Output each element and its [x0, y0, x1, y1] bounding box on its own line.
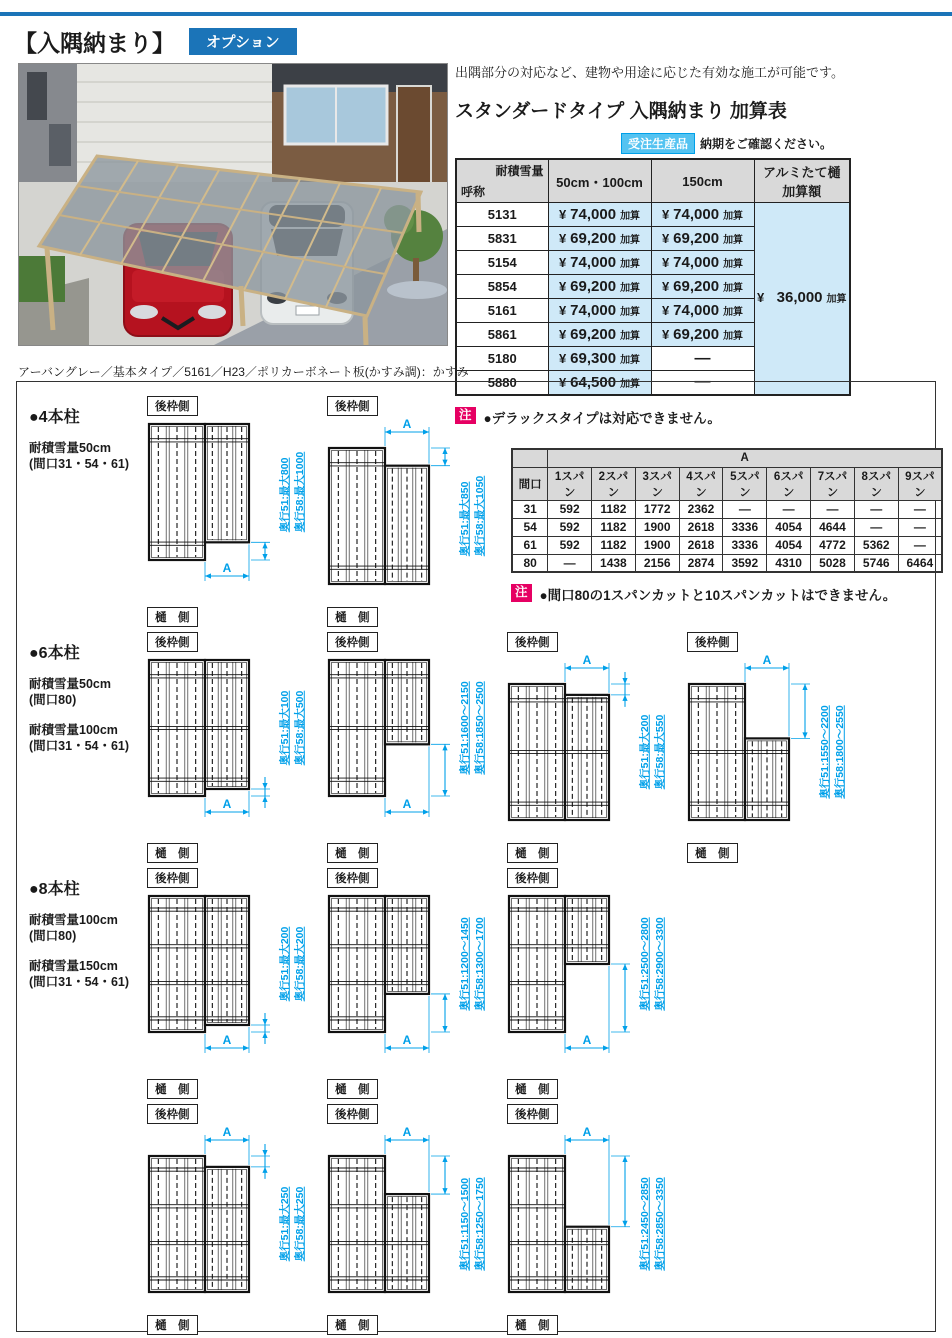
gutter-side-label: 樋 側 — [147, 1079, 198, 1099]
span-value: 1182 — [591, 500, 635, 518]
made-to-order-badge: 受注生産品 — [621, 133, 695, 154]
delivery-note: 納期をご確認ください。 — [699, 137, 832, 151]
span-value: 4310 — [767, 554, 811, 572]
svg-text:A: A — [402, 1033, 412, 1047]
span-col-header: 7スパン — [811, 467, 855, 500]
span-value: — — [898, 500, 942, 518]
span-value: 4772 — [811, 536, 855, 554]
gutter-side-label: 樋 側 — [147, 607, 198, 627]
order-info-row — [455, 133, 832, 154]
price-cell: ¥ 69,300 加算 — [548, 347, 651, 371]
svg-text:A: A — [402, 1125, 412, 1139]
price-cell: ¥ 69,200 加算 — [548, 227, 651, 251]
section-6-posts — [29, 632, 935, 865]
span-value: 2156 — [635, 554, 679, 572]
price-cell: ¥ 69,200 加算 — [548, 323, 651, 347]
gutter-side-label: 樋 側 — [507, 1315, 558, 1335]
gutter-side-label: 樋 側 — [147, 1315, 198, 1335]
back-frame-side-label: 後枠側 — [327, 868, 378, 888]
option-badge: オプション — [189, 28, 297, 55]
depth-dimension-text: 奥行51:最大200 奥行58:最大550 — [638, 714, 666, 790]
span-col-header: 8スパン — [854, 467, 898, 500]
span-value: — — [854, 500, 898, 518]
dash-cell: — — [651, 347, 754, 371]
roof-diagram — [325, 396, 505, 629]
section-condition: 耐積雪量50cm (間口31・54・61) — [29, 441, 130, 472]
section-title: ●8本柱 — [29, 881, 80, 898]
svg-text:A: A — [222, 797, 232, 811]
price-table — [455, 158, 851, 396]
price-cell: ¥ 69,200 加算 — [548, 275, 651, 299]
dash-cell: — — [651, 371, 754, 395]
span-row — [512, 518, 942, 536]
price-panel — [455, 62, 940, 427]
span-value: 1182 — [591, 536, 635, 554]
col-150cm: 150cm — [651, 159, 754, 203]
price-cell: ¥ 69,200 加算 — [651, 227, 754, 251]
span-col-header: 9スパン — [898, 467, 942, 500]
maguchi-value: 61 — [512, 536, 548, 554]
col-gutter: アルミたて樋 加算額 — [754, 159, 850, 203]
span-value: — — [854, 518, 898, 536]
maguchi-header: 間口 — [512, 467, 548, 500]
top-divider-rule — [0, 12, 952, 16]
roof-diagram — [325, 1104, 505, 1337]
section-condition: 耐積雪量100cm (間口31・54・61) — [29, 722, 130, 753]
back-frame-side-label: 後枠側 — [507, 868, 558, 888]
diagram-panel — [16, 381, 936, 1332]
roof-diagram — [325, 632, 505, 865]
carport-photo — [18, 63, 448, 346]
gutter-side-label: 樋 側 — [327, 843, 378, 863]
price-cell: ¥ 69,200 加算 — [651, 323, 754, 347]
depth-dimension-text: 奥行51:1550〜2200 奥行58:1800〜2550 — [818, 705, 846, 799]
note-badge: 注 — [511, 584, 532, 602]
maguchi-value: 80 — [512, 554, 548, 572]
model-number: 5161 — [456, 299, 548, 323]
price-table-body — [456, 203, 850, 395]
model-number: 5131 — [456, 203, 548, 227]
price-cell: ¥ 74,000 加算 — [548, 251, 651, 275]
gutter-side-label: 樋 側 — [147, 843, 198, 863]
depth-dimension-text: 奥行51:最大100 奥行58:最大500 — [278, 690, 306, 766]
span-col-header: 5スパン — [723, 467, 767, 500]
price-cell: ¥ 74,000 加算 — [548, 203, 651, 227]
section-8-posts-row2 — [29, 1104, 935, 1337]
svg-text:A: A — [222, 1033, 232, 1047]
span-value: 2618 — [679, 518, 723, 536]
back-frame-side-label: 後枠側 — [327, 632, 378, 652]
section-8-posts — [29, 868, 935, 1101]
span-value: 6464 — [898, 554, 942, 572]
span-col-header: 4スパン — [679, 467, 723, 500]
section-condition: 耐積雪量50cm (間口80) — [29, 677, 111, 708]
span-value: 1900 — [635, 518, 679, 536]
gutter-side-label: 樋 側 — [327, 1315, 378, 1335]
depth-dimension-text: 奥行51:2450〜2850 奥行58:2850〜3350 — [638, 1177, 666, 1271]
a-header: A — [548, 449, 942, 467]
back-frame-side-label: 後枠側 — [507, 1104, 558, 1124]
span-table-head — [512, 449, 942, 500]
photo-caption: アーバングレー／基本タイプ／5161／H23／ポリカーボネート板(かすみ調)：かすみ — [18, 365, 469, 379]
depth-dimension-text: 奥行51:1600〜2150 奥行58:1850〜2500 — [458, 681, 486, 775]
span-value: 1900 — [635, 536, 679, 554]
price-cell: ¥ 69,200 加算 — [651, 275, 754, 299]
span-value: — — [767, 500, 811, 518]
svg-text:A: A — [582, 653, 592, 667]
section-condition: 耐積雪量100cm (間口80) — [29, 913, 118, 944]
span-table-block — [511, 448, 943, 629]
price-table-title: スタンダードタイプ 入隅納まり 加算表 — [455, 101, 787, 122]
back-frame-side-label: 後枠側 — [147, 1104, 198, 1124]
span-value: 5362 — [854, 536, 898, 554]
roof-diagram — [145, 1104, 325, 1337]
snow-load-header: 耐積雪量 — [495, 164, 544, 178]
gutter-side-label: 樋 側 — [507, 843, 558, 863]
model-number: 5154 — [456, 251, 548, 275]
section-title: ●4本柱 — [29, 409, 80, 426]
model-number: 5861 — [456, 323, 548, 347]
span-col-header: 2スパン — [591, 467, 635, 500]
svg-text:A: A — [222, 561, 232, 575]
span-value: 4054 — [767, 536, 811, 554]
roof-diagram — [505, 868, 685, 1101]
page-header — [14, 25, 297, 58]
span-value: 1772 — [635, 500, 679, 518]
roof-diagram — [505, 632, 685, 865]
model-header: 呼称 — [461, 185, 486, 199]
price-cell: ¥ 74,000 加算 — [651, 299, 754, 323]
back-frame-side-label: 後枠側 — [687, 632, 738, 652]
svg-text:A: A — [582, 1033, 592, 1047]
span-row — [512, 536, 942, 554]
note-badge: 注 — [455, 407, 476, 425]
span-value: — — [898, 536, 942, 554]
carport-photo-art — [19, 64, 447, 345]
roof-diagram — [145, 868, 325, 1101]
roof-diagram — [505, 1104, 685, 1337]
span-value: 592 — [548, 536, 592, 554]
span-value: 5028 — [811, 554, 855, 572]
description-text: 出隅部分の対応など、建物や用途に応じた有効な施工が可能です。 — [455, 65, 844, 80]
col-50-100cm: 50cm・100cm — [548, 159, 651, 203]
section-condition: 耐積雪量150cm (間口31・54・61) — [29, 958, 130, 989]
depth-dimension-text: 奥行51:最大800 奥行58:最大1000 — [278, 451, 306, 533]
span-value: — — [723, 500, 767, 518]
section-title: ●6本柱 — [29, 645, 80, 662]
back-frame-side-label: 後枠側 — [507, 632, 558, 652]
depth-dimension-text: 奥行51:2500〜2800 奥行58:2900〜3300 — [638, 917, 666, 1011]
span-value: 2874 — [679, 554, 723, 572]
span-col-header: 6スパン — [767, 467, 811, 500]
depth-dimension-text: 奥行51:1150〜1500 奥行58:1250〜1750 — [458, 1177, 486, 1271]
model-number: 5854 — [456, 275, 548, 299]
span-value: 2618 — [679, 536, 723, 554]
span-table — [511, 448, 943, 573]
svg-text:A: A — [402, 417, 412, 431]
span-value: 3592 — [723, 554, 767, 572]
span-value: 4054 — [767, 518, 811, 536]
back-frame-side-label: 後枠側 — [327, 1104, 378, 1124]
roof-diagram — [145, 396, 325, 629]
maguchi-value: 54 — [512, 518, 548, 536]
svg-text:A: A — [222, 1125, 232, 1139]
span-note-row — [511, 584, 943, 604]
price-note-text: ●デラックスタイプは対応できません。 — [483, 410, 721, 426]
price-cell: ¥ 74,000 加算 — [651, 203, 754, 227]
depth-dimension-text: 奥行51:最大250 奥行58:最大250 — [278, 1186, 306, 1262]
svg-text:A: A — [582, 1125, 592, 1139]
gutter-price-cell: ¥ 36,000 加算 — [754, 203, 850, 395]
span-value: 1182 — [591, 518, 635, 536]
span-value: 3336 — [723, 536, 767, 554]
back-frame-side-label: 後枠側 — [327, 396, 378, 416]
depth-dimension-text: 奥行51:最大200 奥行58:最大200 — [278, 926, 306, 1002]
gutter-side-label: 樋 側 — [327, 607, 378, 627]
maguchi-value: 31 — [512, 500, 548, 518]
price-cell: ¥ 64,500 加算 — [548, 371, 651, 395]
svg-text:A: A — [402, 797, 412, 811]
span-col-header: 1スパン — [548, 467, 592, 500]
roof-diagram — [685, 632, 865, 865]
span-row — [512, 554, 942, 572]
span-value: — — [548, 554, 592, 572]
span-value: 5746 — [854, 554, 898, 572]
price-cell: ¥ 74,000 加算 — [651, 251, 754, 275]
diagonal-header-cell — [456, 159, 548, 203]
span-row — [512, 500, 942, 518]
model-number: 5880 — [456, 371, 548, 395]
back-frame-side-label: 後枠側 — [147, 632, 198, 652]
gutter-side-label: 樋 側 — [687, 843, 738, 863]
section-4-posts — [29, 396, 935, 629]
span-value: 2362 — [679, 500, 723, 518]
model-number: 5831 — [456, 227, 548, 251]
span-value: 4644 — [811, 518, 855, 536]
gutter-side-label: 樋 側 — [327, 1079, 378, 1099]
model-number: 5180 — [456, 347, 548, 371]
gutter-side-label: 樋 側 — [507, 1079, 558, 1099]
back-frame-side-label: 後枠側 — [147, 396, 198, 416]
span-table-body — [512, 500, 942, 572]
span-value: 1438 — [591, 554, 635, 572]
span-value: 3336 — [723, 518, 767, 536]
depth-dimension-text: 奥行51:1200〜1450 奥行58:1300〜1700 — [458, 917, 486, 1011]
price-row — [456, 203, 850, 227]
span-note-text: ●間口80の1スパンカットと10スパンカットはできません。 — [539, 588, 897, 603]
span-value: 592 — [548, 500, 592, 518]
span-value: 592 — [548, 518, 592, 536]
svg-text:A: A — [762, 653, 772, 667]
back-frame-side-label: 後枠側 — [147, 868, 198, 888]
depth-dimension-text: 奥行51:最大850 奥行58:最大1050 — [458, 475, 486, 557]
price-cell: ¥ 74,000 加算 — [548, 299, 651, 323]
page-title: 【入隅納まり】 — [14, 30, 175, 56]
span-value: — — [811, 500, 855, 518]
span-value: — — [898, 518, 942, 536]
roof-diagram — [145, 632, 325, 865]
span-col-header: 3スパン — [635, 467, 679, 500]
roof-diagram — [325, 868, 505, 1101]
